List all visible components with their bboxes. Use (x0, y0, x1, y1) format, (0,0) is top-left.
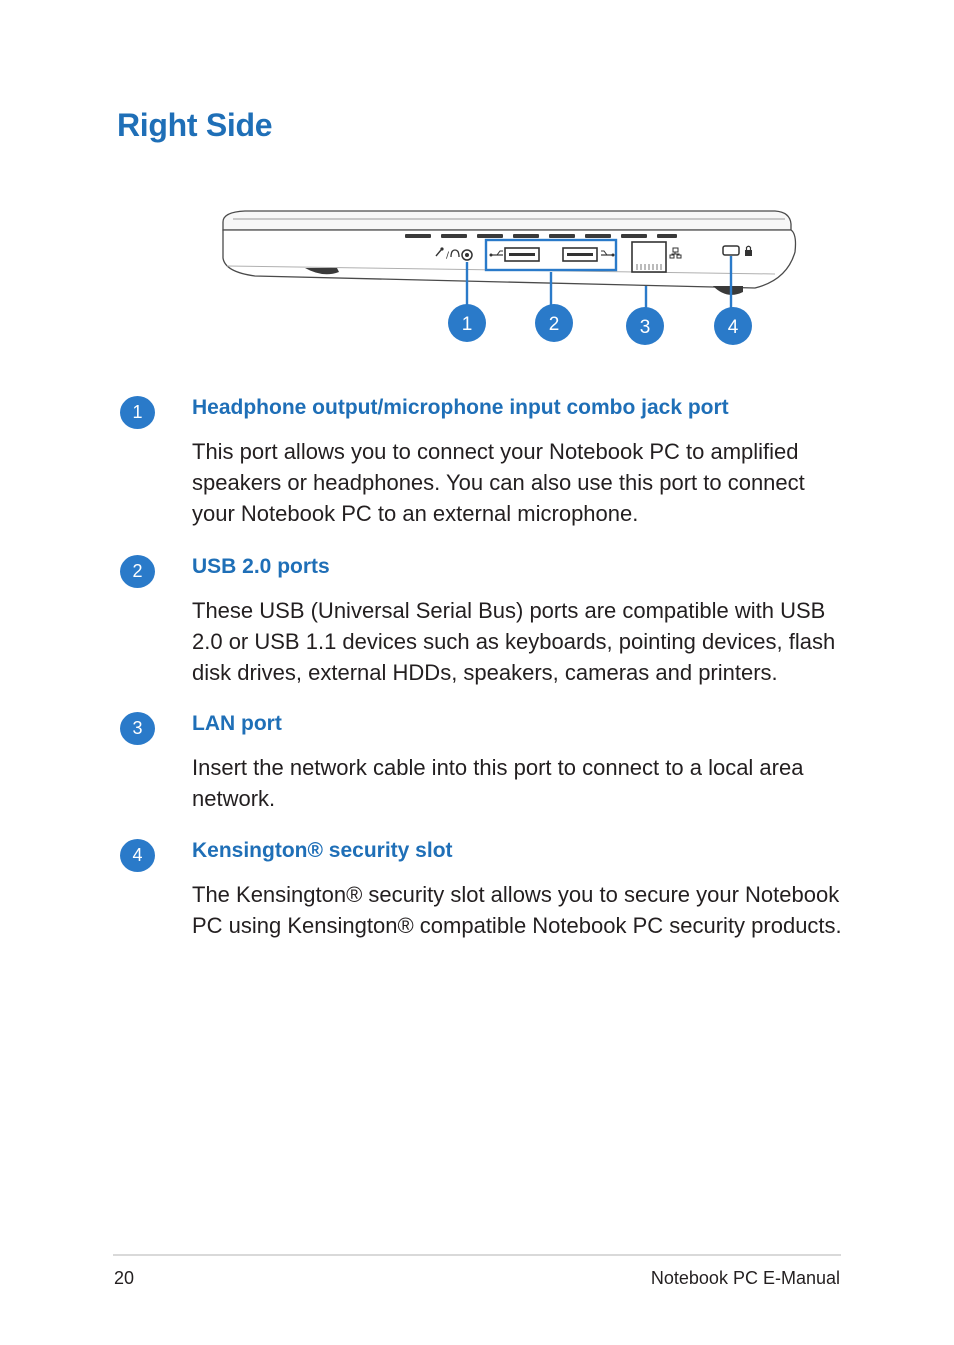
audio-jack-hole (465, 253, 469, 257)
item-title: Headphone output/microphone input combo jack port (192, 396, 729, 419)
item-title: USB 2.0 ports (192, 555, 330, 578)
callout-number-4: 4 (727, 317, 739, 338)
item-title: Kensington® security slot (192, 839, 453, 862)
page-title: Right Side (117, 107, 273, 143)
manual-name: Notebook PC E-Manual (650, 1268, 840, 1288)
slash-separator: / (446, 251, 450, 261)
item-title: LAN port (192, 712, 282, 735)
item-number-badge: 3 (120, 712, 155, 745)
kensington-slot (723, 246, 739, 255)
callout-number-3: 3 (639, 317, 651, 338)
callout-number-1: 1 (461, 314, 473, 335)
laptop-right-side-figure (215, 200, 805, 350)
item-number-badge: 2 (120, 555, 155, 588)
laptop-side-illustration (215, 200, 805, 350)
item-description: The Kensington® security slot allows you to secure your Notebook PC using Kensington® compatible Notebook PC security products. (192, 882, 842, 938)
item-description: These USB (Universal Serial Bus) ports are compatible with USB 2.0 or USB 1.1 devices such as keyboards, pointing devices, flash disk drives, external HDDs, speakers, cameras and printers. (192, 598, 836, 685)
laptop-lid (223, 211, 791, 230)
footer-divider (113, 1254, 841, 1256)
usb-port-2-tongue (567, 253, 593, 256)
usb-port-1-tongue (509, 253, 535, 256)
callout-number-2: 2 (548, 314, 560, 335)
item-number-badge: 4 (120, 839, 155, 872)
item-description: This port allows you to connect your Notebook PC to amplified speakers or headphones. You can also use this port to connect your Notebook PC to an external microphone. (192, 439, 805, 526)
item-number-badge: 1 (120, 396, 155, 429)
page-number: 20 (114, 1268, 135, 1288)
rubber-foot-rear (713, 286, 743, 295)
item-description: Insert the network cable into this port to connect to a local area network. (192, 755, 804, 811)
